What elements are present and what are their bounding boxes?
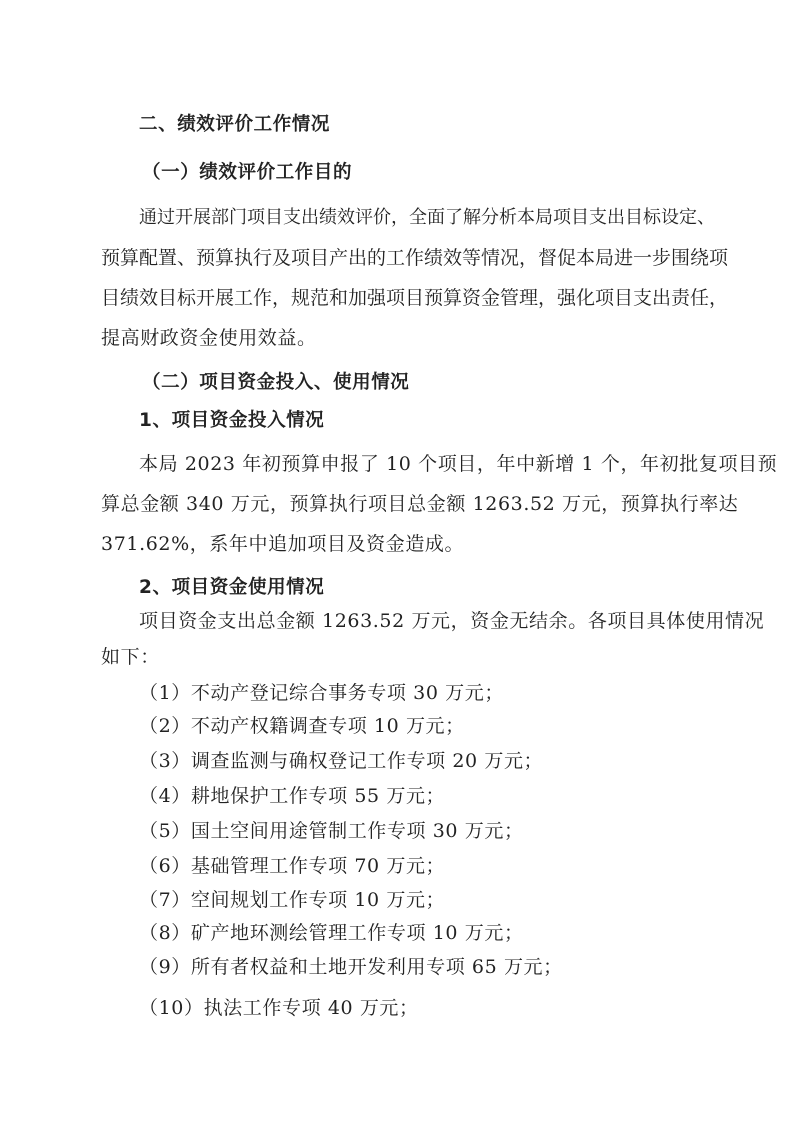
subsection-heading-purpose: （一）绩效评价工作目的	[142, 162, 353, 183]
list-item: （3）调查监测与确权登记工作专项 20 万元；	[139, 750, 544, 772]
section-title: 二、绩效评价工作情况	[139, 114, 331, 135]
list-item: （7）空间规划工作专项 10 万元；	[139, 889, 446, 911]
paragraph-line: 如下：	[101, 646, 160, 668]
subsection-heading-funds: （二）项目资金投入、使用情况	[142, 372, 410, 393]
list-item: （10）执法工作专项 40 万元；	[139, 997, 419, 1019]
part-heading-usage: 2、项目资金使用情况	[139, 577, 325, 598]
list-item: （5）国土空间用途管制工作专项 30 万元；	[139, 820, 524, 842]
list-item: （8）矿产地环测绘管理工作专项 10 万元；	[139, 922, 524, 944]
paragraph-line: 通过开展部门项目支出绩效评价，全面了解分析本局项目支出目标设定、	[139, 207, 715, 228]
paragraph-line: 项目资金支出总金额 1263.52 万元，资金无结余。各项目具体使用情况	[139, 610, 765, 632]
list-item: （9）所有者权益和土地开发利用专项 65 万元；	[139, 956, 563, 978]
paragraph-line: 算总金额 340 万元，预算执行项目总金额 1263.52 万元，预算执行率达	[101, 493, 739, 515]
paragraph-line: 预算配置、预算执行及项目产出的工作绩效等情况，督促本局进一步围绕项	[101, 247, 729, 269]
list-item: （4）耕地保护工作专项 55 万元；	[139, 785, 446, 807]
paragraph-line: 提高财政资金使用效益。	[101, 327, 317, 349]
list-item: （1）不动产登记综合事务专项 30 万元；	[139, 682, 504, 704]
paragraph-line: 目绩效目标开展工作，规范和加强项目预算资金管理，强化项目支出责任，	[101, 287, 729, 309]
list-item: （2）不动产权籍调查专项 10 万元；	[139, 715, 465, 737]
list-item: （6）基础管理工作专项 70 万元；	[139, 855, 446, 877]
paragraph-line: 本局 2023 年初预算申报了 10 个项目，年中新增 1 个，年初批复项目预	[139, 453, 778, 475]
paragraph-line: 371.62%，系年中追加项目及资金造成。	[101, 533, 465, 555]
part-heading-investment: 1、项目资金投入情况	[139, 410, 325, 431]
